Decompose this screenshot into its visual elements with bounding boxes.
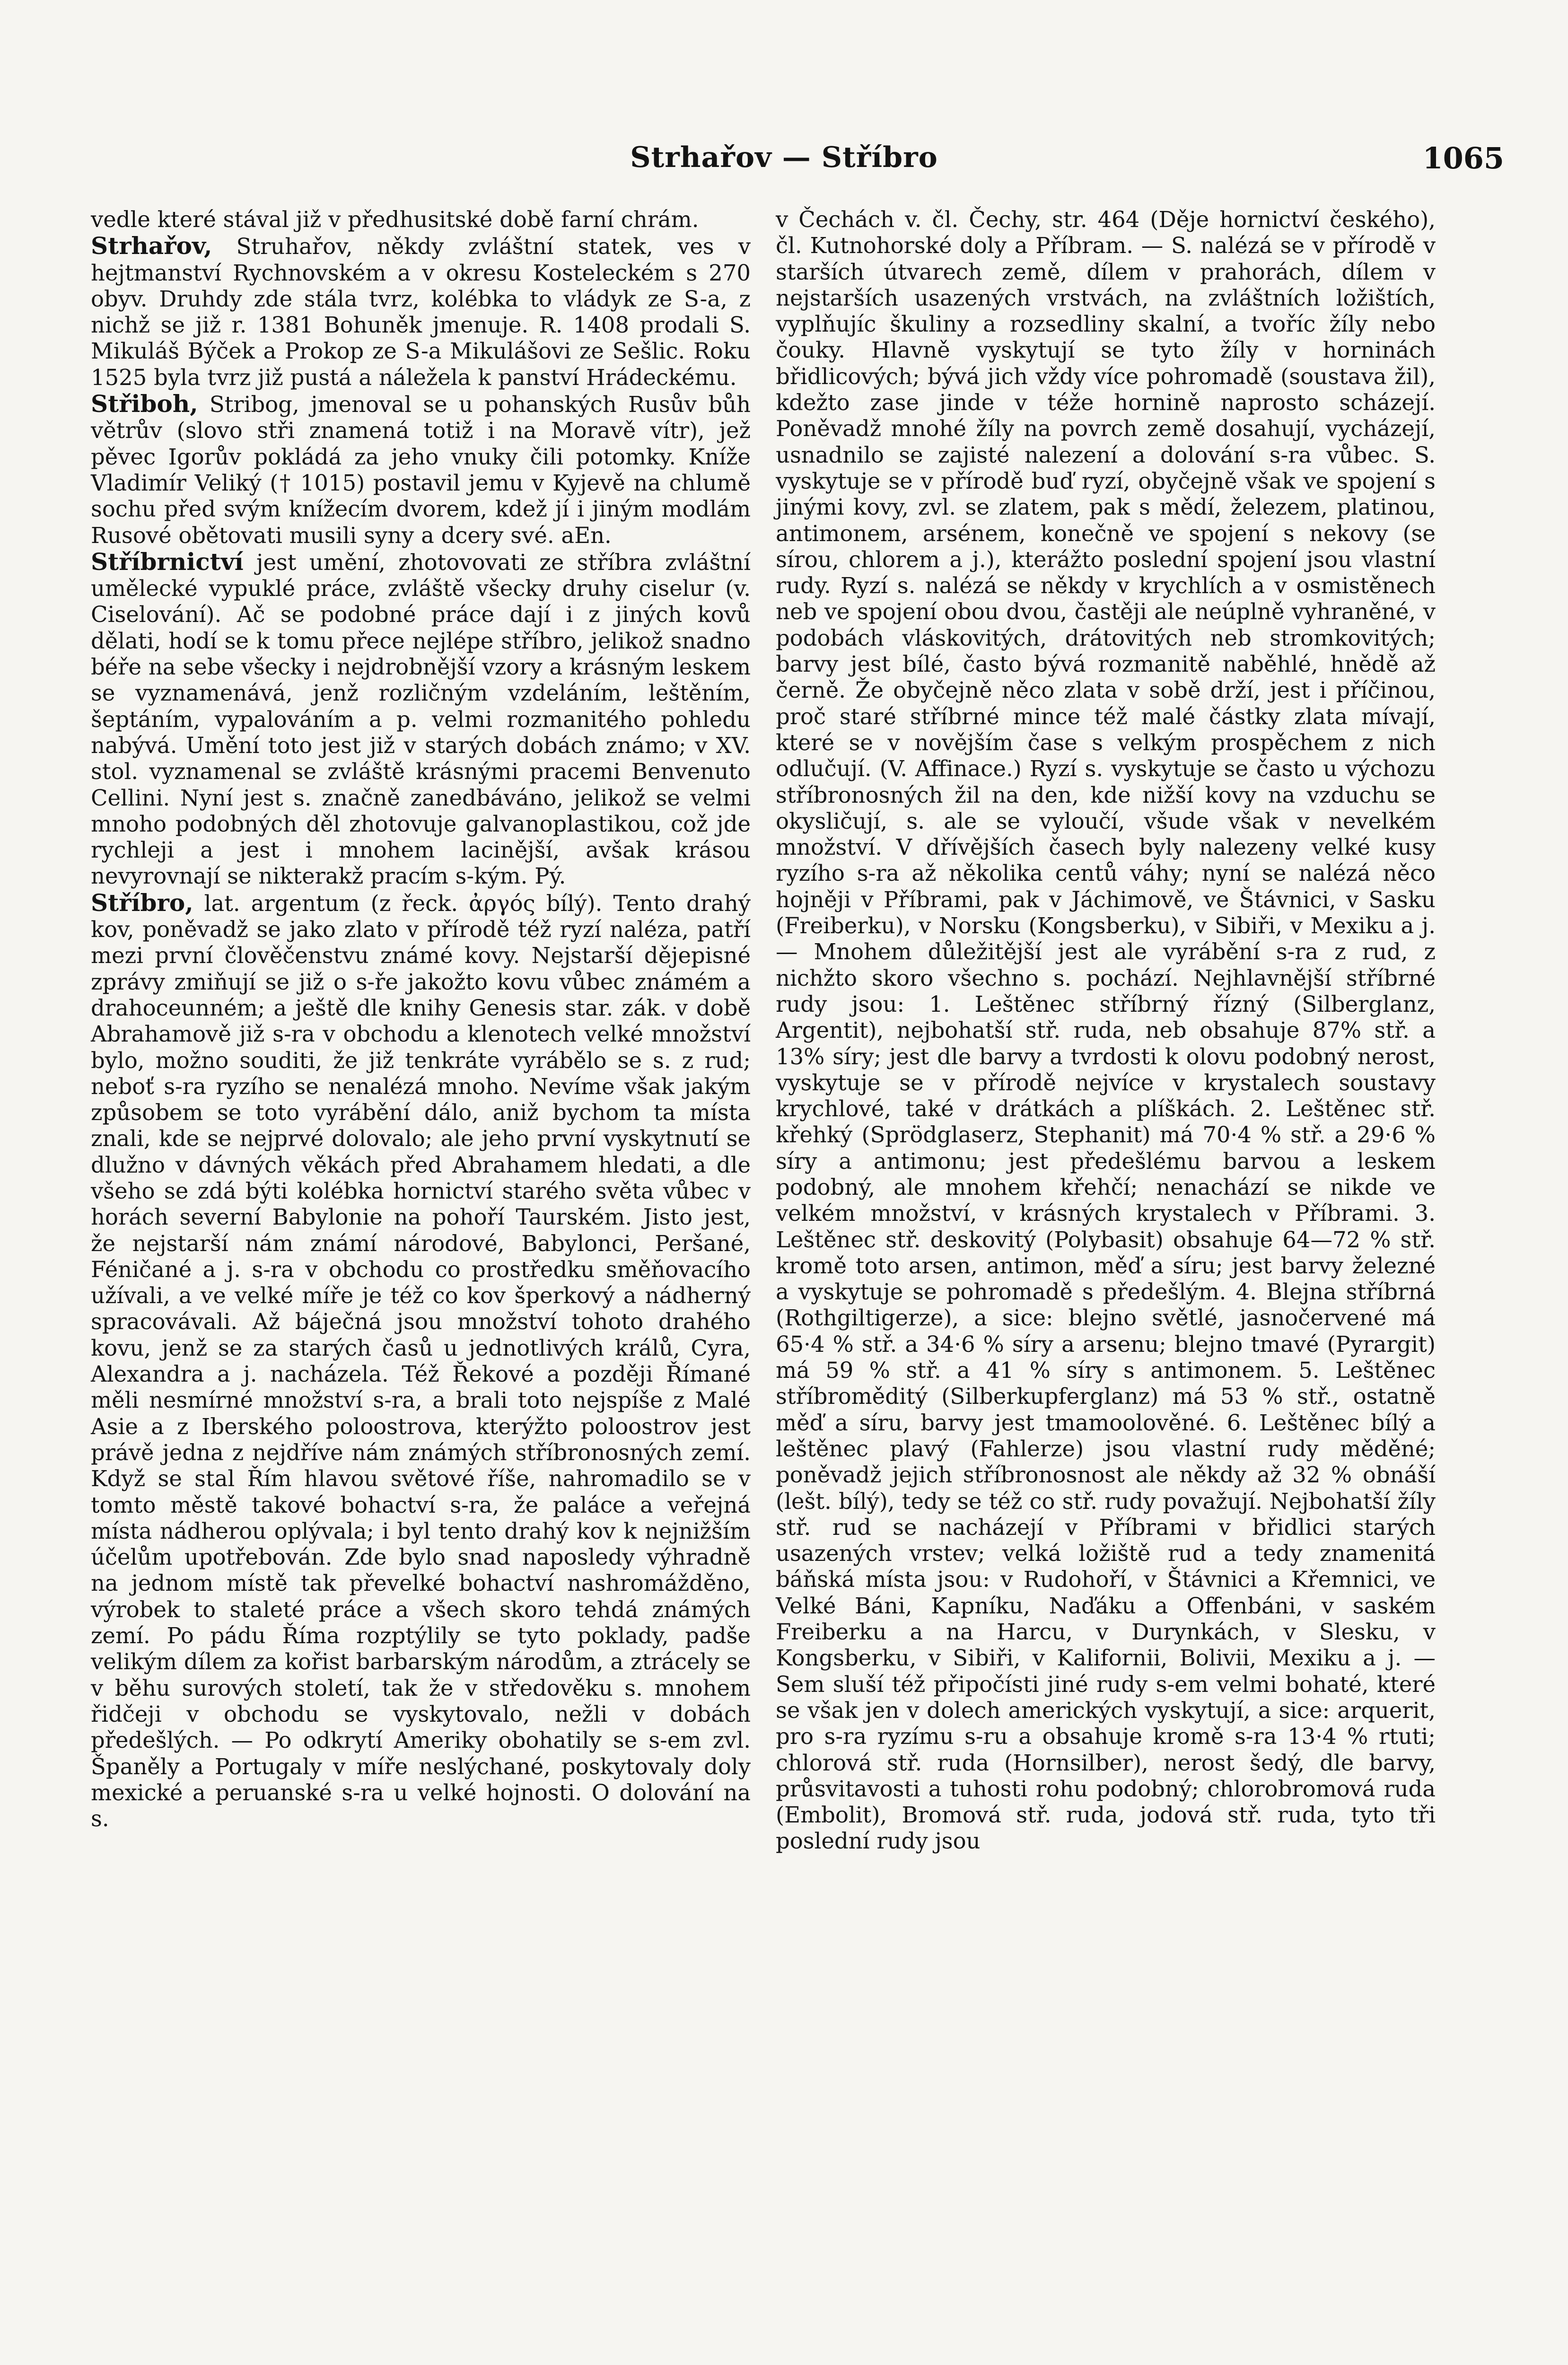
entry-text: Struhařov, někdy zvláštní statek, ves v hejtmanství Rychnovském a v okresu Kostelеckém s 270 obyv. Druhdy zde stála tvrz, kolébka to vládyk ze S-a, z nichž se již r. 1381 Bohuněk jmenuje. R. 1408 prodali S. Mikuláš Býček a Prokop ze S-a Mikulášovi ze Sešlic. Roku 1525 byla tvrz již pustá a náležela k panství Hrádeckému. (91, 234, 751, 390)
entry-headword: Strhařov, (91, 232, 212, 260)
entry-headword: Stříbro, (91, 888, 193, 917)
entry-text: v Čechách v. čl. Čechy, str. 464 (Děje hornictví českého), čl. Kutnohorské doly a Příbram. — S. nalézá se v přírodě v starších útvarech země, dílem v prahorách, dílem v nejstarších usazených vrstvách, na zvláštních ložištích, vyplňujíc škuliny a rozsedliny skalní, a tvoříc žíly nebo čouky. Hlavně vyskytují se tyto žíly v horninách břidlicových; bývá jich vždy více pohromadě (soustava žil), kdežto zase jinde v téže hornině naprosto scházejí. Poněvadž mnohé žíly na povrch země dosahují, vycházejí, usnadnilo se zajisté nalezení a dolování s-ra vůbec. S. vyskytuje se v přírodě buď ryzí, obyčejně však ve spojení s jinými kovy, zvl. se zlatem, pak s mědí, železem, platinou, antimonem, arsénem, konečně ve spojení s nekovy (se sírou, chlorem a j.), kterážto poslední spojení jsou vlastní rudy. Ryzí s. nalézá se někdy v krychlích a v osmistěnech neb ve spojení obou dvou, častěji ale neúplně vyhraněné, v podobách vláskovitých, drátovitých neb stromkovitých; barvy jest bílé, často bývá rozmanitě naběhlé, hnědě až černě. Že obyčejně něco zlata v sobě drží, jest i příčinou, proč staré stříbrné mince též malé částky zlata mívají, které se v novějším čase s velkým prospěchem z nich odlučují. (V. Affinace.) Ryzí s. vyskytuje se často u výchozu stříbronosných žil na den, kde nižší kovy na vzduchu se okysličují, s. ale se vyloučí, všude však v nevelkém množství. V dřívějších časech byly nalezeny velké kusy ryzího s-ra až několika centů váhy; nyní se nalézá něco hojněji v Příbrami, pak v Jáchimově, ve Štávnici, v Sasku (Freiberku), v Norsku (Kongsberku), v Sibiři, v Mexiku a j. — Mnohem důležitější jest ale vyrábění s-ra z rud, z nichžto skoro všechno s. pochází. Nejhlavnější stříbrné rudy jsou: 1. Leštěnec stříbrný řízný (Silberglanz, Argentit), nejbohatší stř. ruda, neb obsahuje 87% stř. a 13% síry; jest dle barvy a tvrdosti k olovu podobný nerost, vyskytuje se v přírodě nejvíce v krystalech soustavy krychlové, také v drátkách a plíškách. 2. Leštěnec stř. křehký (Sprödglaserz, Stephanit) má 70·4 % stř. a 29·6 % síry a antimonu; jest předešlému barvou a leskem podobný, ale mnohem křehčí; nenachází se nikde ve velkém množství, v krásných krystalech v Příbrami. 3. Leštěnec stř. deskovitý (Polybasit) obsahuje 64—72 % stř. kromě toto arsen, antimon, měď a síru; jest barvy železné a vyskytuje se pohromadě s předešlým. 4. Blejna stříbrná (Rothgiltigerze), a sice: blejno světlé, jasnočervené má 65·4 % stř. a 34·6 % síry a arsenu; blejno tmavé (Pyrargit) má 59 % stř. a 41 % síry s antimonem. 5. Leštěnec stříbroměditý (Silberkupferglanz) má 53 % stř., ostatně měď a síru, barvy jest tmamoolověné. 6. Leštěnec bílý a leštěnec plavý (Fahlerze) jsou vlastní rudy měděné; poněvadž jejich stříbronosnost ale někdy až 32 % obnáší (lešt. bílý), tedy se též co stř. rudy považují. Nejbohatší žíly stř. rud se nacházejí v Příbrami v břidlici starých usazených vrstev; velká ložiště rud a tedy znamenitá báňská místa jsou: v Rudohoří, v Štávnici a Křemnici, ve Velké Báni, Kapníku, Naďáku a Offenbáni, v saském Freiberku a na Harcu, v Durynkách, v Slesku, v Kongsberku, v Sibiři, v Kalifornii, Bolivii, Mexiku a j. — Sem sluší též připočísti jiné rudy s-em velmi bohaté, které se však jen v dolech amerických vyskytují, a sice: arquerit, pro s-ra ryzímu s-ru a obsahuje kromě s-ra 13·4 % rtuti; chlorová stř. ruda (Hornsilber), nerost šedý, dle barvy, průsvitavosti a tuhosti rohu podobný; chlorobromová ruda (Embolit), Bromová stř. ruda, jodová stř. ruda, tyto tři poslední rudy jsou (776, 207, 1436, 1854)
entry-text: lat. argentum (z řeck. ἀργός bílý). Tento drahý kov, poněvadž se jako zlato v přírodě též ryzí naléza, patří mezi první člověčenstvu známé kovy. Nejstarší dějepisné zprávy zmiňují se již o s-ře jakožto kovu vůbec známém a drahoceunném; a ještě dle knihy Genesis star. zák. v době Abrahamově již s-ra v obchodu a klenotech velké množství bylo, možno souditi, že již tenkráte vyrábělo se s. z rud; neboť s-ra ryzího se nenalézá mnoho. Nevíme však jakým způsobem se toto vyrábění dálo, aniž bychom ta místa znali, kde se nejprvé dolovalo; ale jeho první vyskytnutí se dlužno v dávných věkách před Abrahamem hledati, a dle všeho se zdá býti kolébka hornictví starého světa vůbec v horách severní Babylonie na pohoří Taurském. Jisto jest, že nejstarší nám známí národové, Babylonci, Peršané, Féničané a j. s-ra v obchodu co prostředku směňovacího užívali, a ve velké míře je též co kov šperkový a nádherný spracovávali. Až báječná jsou množství tohoto drahého kovu, jenž se za starých časů u jednotlivých králů, Cyra, Alexandra a j. nacházela. Též Řekové a později Římané měli nesmírné množství s-ra, a brali toto nejspíše z Malé Asie a z Iberského poloostrova, kterýžto poloostrov jest právě jedna z nejdříve nám známých stříbronosných zemí. Když se stal Řím hlavou světové říše, nahromadilo se v tomto městě takové bohactví s-ra, že paláce a veřejná místa nádherou oplývala; i byl tento drahý kov k nejnižším účelům upotřebován. Zde bylo snad naposledy výhradně na jednom místě tak převelké bohactví nashromážděno, výrobek to staleté práce a všech skoro tehdá známých zemí. Po pádu Říma rozptýlily se tyto poklady, padše velikým dílem za kořist barbarským národům, a ztrácely se v běhu surových století, tak že v středověku s. mnohem řidčeji v obchodu se vyskytovalo, nežli v dobách předešlých. — Po odkrytí Ameriky obohatily se s-em zvl. Španěly a Portugaly v míře neslýchané, poskytovaly doly mexické a peruanské s-ra u velké hojnosti. O dolování na s. (91, 890, 751, 1832)
continued-text (776, 207, 1436, 1855)
entry-headword: Stříbrnictví (91, 547, 244, 576)
dictionary-entry (91, 890, 751, 1832)
dictionary-entry (91, 549, 751, 890)
entry-text: Stribog, jmenoval se u pohanských Rusův bůh větrův (slovo stři znamená totiž i na Moravě vítr), jež pěvec Igorův pokládá za jeho vnuky čili potomky. Kníže Vladimír Veliký († 1015) postavil jemu v Kyjevě na chlumě sochu před svým knížecím dvorem, kdež jí i jiným modlám Rusové obětovati musili syny a dcery své. aEn. (91, 392, 751, 548)
running-head: Strhařov — Stříbro (630, 141, 938, 174)
entry-text: vedle které stával již v předhusitské době farní chrám. (91, 207, 699, 232)
dictionary-entry (91, 233, 751, 391)
right-column (776, 207, 1436, 2155)
page-number: 1065 (1422, 141, 1504, 175)
dictionary-entry (91, 391, 751, 549)
continued-text (91, 207, 751, 233)
entry-headword: Střiboh, (91, 390, 198, 418)
entry-text: jest umění, zhotovovati ze stříbra zvláštní umělecké vypuklé práce, zvláště všecky druhy ciselur (v. Ciselování). Ač se podobné práce dají i z jiných kovů dělati, hodí se k tomu přece nejlépe stříbro, jelikož snadno béře na sebe všecky i nejdrobnější vzory a krásným leskem se vyznamenává, jenž rozličným vzdeláním, leštěním, šeptáním, vypalováním a p. velmi rozmanitého pohledu nabývá. Umění toto jest již v starých dobách známo; v XV. stol. vyznamenal se zvláště krásnými pracemi Benvenuto Cellini. Nyní jest s. značně zanedbáváno, jelikož se velmi mnoho podobných děl zhotovuje galvanoplastikou, což jde rychleji a jest i mnohem lacinější, avšak krásou nevyrovnají se nikterakž pracím s-kým. Pý. (91, 549, 751, 889)
left-column (91, 207, 751, 2155)
